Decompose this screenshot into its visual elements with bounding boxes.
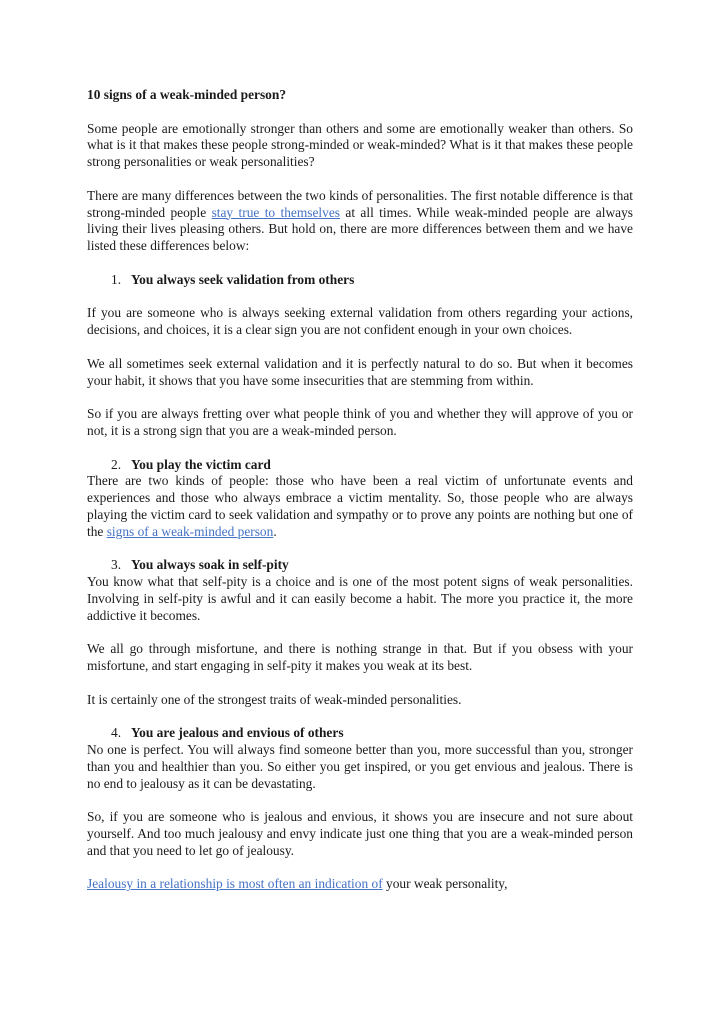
section-3-number: 3.: [111, 557, 122, 573]
stay-true-link[interactable]: stay true to themselves: [211, 204, 340, 220]
section-4-paragraph-3: [87, 876, 633, 893]
intro-paragraph-1: Some people are emotionally stronger than others and some are emotionally weaker than others. So what is it that makes these people strong-minded or weak-minded? What is it that makes these people strong personalities or weak personalities?: [87, 120, 633, 170]
section-4-paragraph-2: So, if you are someone who is jealous and envious, it shows you are insecure and not sure about yourself. And too much jealousy and envy indicate just one thing that you are a weak-minded person and that you need to let go of jealousy.: [87, 809, 633, 858]
section-4-heading: [87, 725, 633, 742]
section-2-paragraph-1: [87, 473, 633, 540]
section-4-number: 4.: [111, 725, 122, 741]
section-1-number: 1.: [111, 271, 122, 287]
section-1-paragraph-2: We all sometimes seek external validation and it is perfectly natural to do so. But when it becomes your habit, it shows that you have some insecurities that are stemming from within.: [87, 355, 633, 388]
section-1-paragraph-3: So if you are always fretting over what people think of you and whether they will approve of you or not, it is a strong sign that you are a weak-minded person.: [87, 406, 633, 438]
section-2-text-before-link: There are two kinds of people: those who have been a real victim of unfortunate events and experiences and those who always embrace a victim mentality. So, those people who are always playing the victim card to seek validation and sympathy or to prove any points are nothing but one of the: [87, 473, 633, 539]
section-2-heading: [87, 457, 633, 474]
section-3-paragraph-1: You know what that self-pity is a choice and is one of the most potent signs of weak personalities. Involving in self-pity is awful and it can easily become a habit. The more you practice it, the more addictive it becomes.: [87, 574, 633, 623]
document-title: 10 signs of a weak-minded person?: [87, 87, 287, 102]
intro-text-after-link: at all times. While weak-minded people are always living their lives pleasing others. But hold on, there are more differences between them and we have listed these differences below:: [87, 204, 633, 254]
section-3-title: You always soak in self-pity: [131, 557, 289, 573]
section-2-text-after-link: .: [273, 523, 277, 539]
section-4-paragraph-1: No one is perfect. You will always find someone better than you, more successful than you, stronger than you and healthier than you. So either you get inspired, or you get envious and jealous. There is no end to jealousy as it can be devastating.: [87, 742, 633, 791]
section-1-title: You always seek validation from others: [131, 271, 355, 287]
section-4-title: You are jealous and envious of others: [131, 725, 344, 741]
section-3-paragraph-3: It is certainly one of the strongest traits of weak-minded personalities.: [87, 691, 462, 707]
jealousy-relationship-link[interactable]: Jealousy in a relationship is most often an indication of: [87, 876, 383, 892]
section-1-heading: [87, 272, 633, 289]
weak-minded-signs-link[interactable]: signs of a weak-minded person: [106, 523, 274, 539]
intro-paragraph-2: [87, 188, 633, 255]
section-2-title: You play the victim card: [131, 456, 271, 472]
section-3-paragraph-2: We all go through misfortune, and there is nothing strange in that. But if you obsess with your misfortune, and start engaging in self-pity it makes you weak at its best.: [87, 641, 633, 674]
section-3-heading: [87, 557, 633, 574]
intro-text-before-link: There are many differences between the two kinds of personalities. The first notable difference is that strong-minded people: [87, 187, 633, 220]
section-2-number: 2.: [111, 456, 122, 472]
section-1-paragraph-1: If you are someone who is always seeking external validation from others regarding your actions, decisions, and choices, it is a clear sign you are not confident enough in your own choices.: [87, 305, 633, 338]
section-4-text-after-link: your weak personality,: [382, 876, 508, 892]
